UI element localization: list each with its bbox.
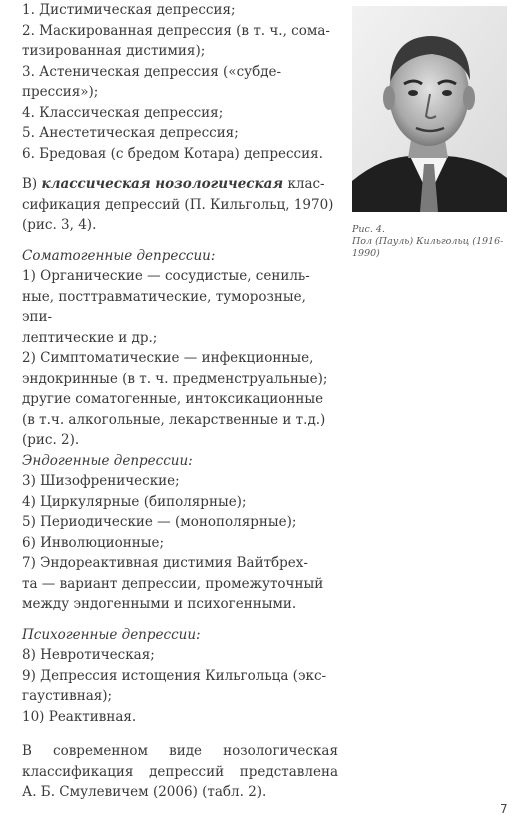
intro-line: (рис. 3, 4). — [22, 217, 97, 233]
portrait-photo — [352, 6, 507, 212]
intro-prefix: В) — [22, 176, 38, 192]
endogenic-item: 7) Эндореактивная дистимия Вайтбрех- — [22, 555, 308, 571]
list1-item: 5. Анестетическая депрессия; — [22, 125, 239, 141]
psychogenic-item: 10) Реактивная. — [22, 708, 137, 725]
page-number: 7 — [500, 802, 508, 816]
psychogenic-item: 8) Невротическая; — [22, 647, 155, 663]
somatogenic-item: (в т.ч. алкогольные, лекарственные и т.д.) — [22, 411, 326, 428]
psychogenic-heading: Психогенные депрессии: — [22, 626, 201, 643]
caption-years: 1990) — [352, 248, 380, 259]
endogenic-item: та — вариант депрессии, промежуточный — [22, 575, 324, 592]
somatogenic-item: ные, посттравматические, туморозные, эпи- — [22, 288, 306, 325]
list1-item: тизированная дистимия); — [22, 43, 206, 59]
list1-item: 4. Классическая депрессия; — [22, 104, 224, 121]
psychogenic-item: 9) Депрессия истощения Кильгольца (экс- — [22, 667, 327, 684]
psychogenic-item: гаустивная); — [22, 688, 113, 704]
main-text-column — [22, 0, 338, 803]
intro-paragraph — [22, 174, 338, 195]
list1-item: прессия»); — [22, 84, 99, 100]
closing-line: В современном виде нозологическая — [22, 743, 338, 759]
somatogenic-heading: Соматогенные депрессии: — [22, 247, 216, 264]
list1-item: 6. Бредовая (с бредом Котара) депрессия. — [22, 145, 323, 162]
endogenic-heading: Эндогенные депрессии: — [22, 452, 193, 469]
somatogenic-item: 1) Органические — сосудистые, сениль- — [22, 268, 310, 284]
somatogenic-item: 2) Симптоматические — инфекционные, — [22, 350, 314, 366]
list1-item: 2. Маскированная депрессия (в т. ч., сома- — [22, 22, 330, 39]
somatogenic-item: эндокринные (в т. ч. предменструальные); — [22, 370, 328, 387]
endogenic-item: 4) Циркулярные (биполярные); — [22, 493, 247, 510]
intro-line: сификация депрессий (П. Кильгольц, 1970) — [22, 196, 334, 213]
endogenic-item: 3) Шизофренические; — [22, 473, 180, 489]
figure-caption — [352, 224, 512, 260]
intro-line1-rest: клас- — [287, 176, 325, 192]
endogenic-item: 5) Периодические — (монополярные); — [22, 514, 297, 530]
endogenic-item: 6) Инволюционные; — [22, 534, 165, 551]
list1-item: 1. Дистимическая депрессия; — [22, 2, 236, 18]
closing-line: А. Б. Смулевичем (2006) (табл. 2). — [22, 784, 267, 800]
somatogenic-item: (рис. 2). — [22, 432, 80, 448]
list1-item: 3. Астеническая депрессия («субде- — [22, 63, 282, 80]
endogenic-item: между эндогенными и психогенными. — [22, 596, 297, 612]
somatogenic-item: лептические и др.; — [22, 329, 158, 346]
intro-bold-term: классическая нозологическая — [41, 176, 284, 192]
closing-line: классификация депрессий представлена — [22, 763, 338, 780]
portrait-illustration — [352, 6, 507, 212]
somatogenic-item: другие соматогенные, интоксикационные — [22, 391, 324, 407]
caption-figure-number: Рис. 4. — [352, 224, 385, 235]
caption-name: Пол (Пауль) Кильгольц (1916- — [352, 236, 504, 247]
